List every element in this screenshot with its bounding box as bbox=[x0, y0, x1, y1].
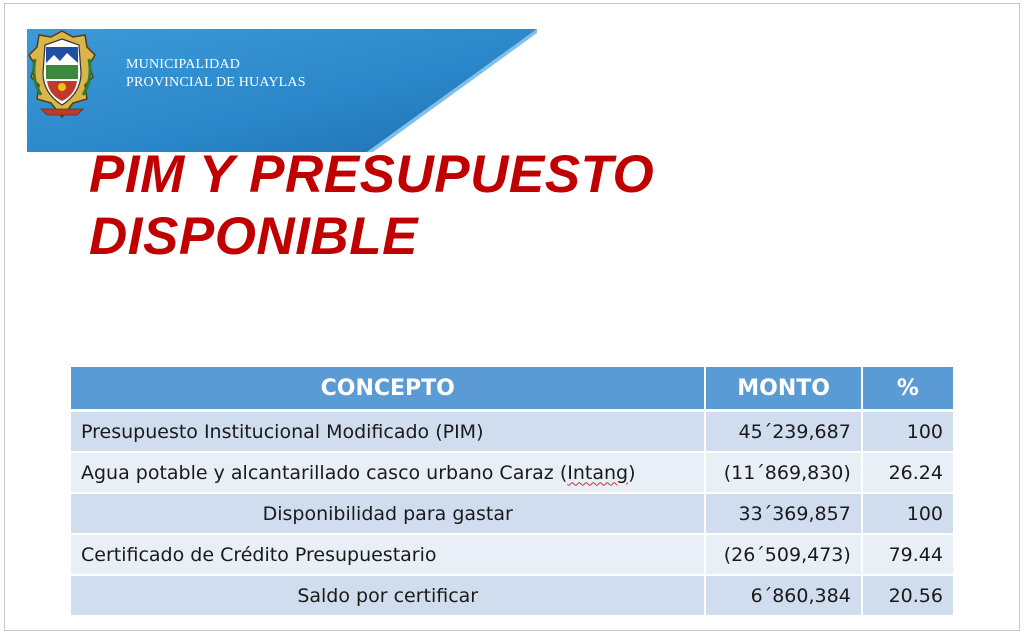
cell-concepto bbox=[71, 453, 706, 494]
organization-name bbox=[126, 56, 306, 92]
budget-table bbox=[71, 367, 953, 617]
cell-concepto: Saldo por certificar bbox=[71, 576, 706, 617]
cell-monto: 6´860,384 bbox=[706, 576, 862, 617]
cell-percent: 100 bbox=[863, 412, 953, 453]
municipal-coat-of-arms-icon bbox=[27, 29, 97, 121]
cell-concepto: Presupuesto Institucional Modificado (PIM) bbox=[71, 412, 706, 453]
table-row bbox=[71, 412, 953, 453]
cell-percent: 26.24 bbox=[863, 453, 953, 494]
cell-monto: 33´369,857 bbox=[706, 494, 862, 535]
cell-concepto: Disponibilidad para gastar bbox=[71, 494, 706, 535]
slide-title bbox=[89, 144, 654, 268]
title-line-2: DISPONIBLE bbox=[89, 207, 418, 266]
cell-monto: (26´509,473) bbox=[706, 535, 862, 576]
header-percent: % bbox=[863, 367, 953, 412]
concepto-text-end: ) bbox=[628, 461, 636, 484]
table-row bbox=[71, 535, 953, 576]
table-row bbox=[71, 494, 953, 535]
table-row bbox=[71, 576, 953, 617]
org-name-line-1: MUNICIPALIDAD bbox=[126, 57, 241, 72]
cell-monto: (11´869,830) bbox=[706, 453, 862, 494]
spellcheck-flagged-word: Intang bbox=[567, 461, 629, 484]
header-banner bbox=[27, 29, 537, 152]
table-header-row bbox=[71, 367, 953, 412]
header-concepto: CONCEPTO bbox=[71, 367, 706, 412]
concepto-text: Agua potable y alcantarillado casco urbano Caraz ( bbox=[81, 461, 568, 484]
title-line-1: PIM Y PRESUPUESTO bbox=[89, 145, 655, 204]
header-monto: MONTO bbox=[706, 367, 862, 412]
cell-percent: 79.44 bbox=[863, 535, 953, 576]
org-name-line-2: PROVINCIAL DE HUAYLAS bbox=[126, 75, 306, 90]
table-row bbox=[71, 453, 953, 494]
cell-concepto: Certificado de Crédito Presupuestario bbox=[71, 535, 706, 576]
slide bbox=[4, 3, 1020, 631]
cell-percent: 20.56 bbox=[863, 576, 953, 617]
cell-percent: 100 bbox=[863, 494, 953, 535]
cell-monto: 45´239,687 bbox=[706, 412, 862, 453]
